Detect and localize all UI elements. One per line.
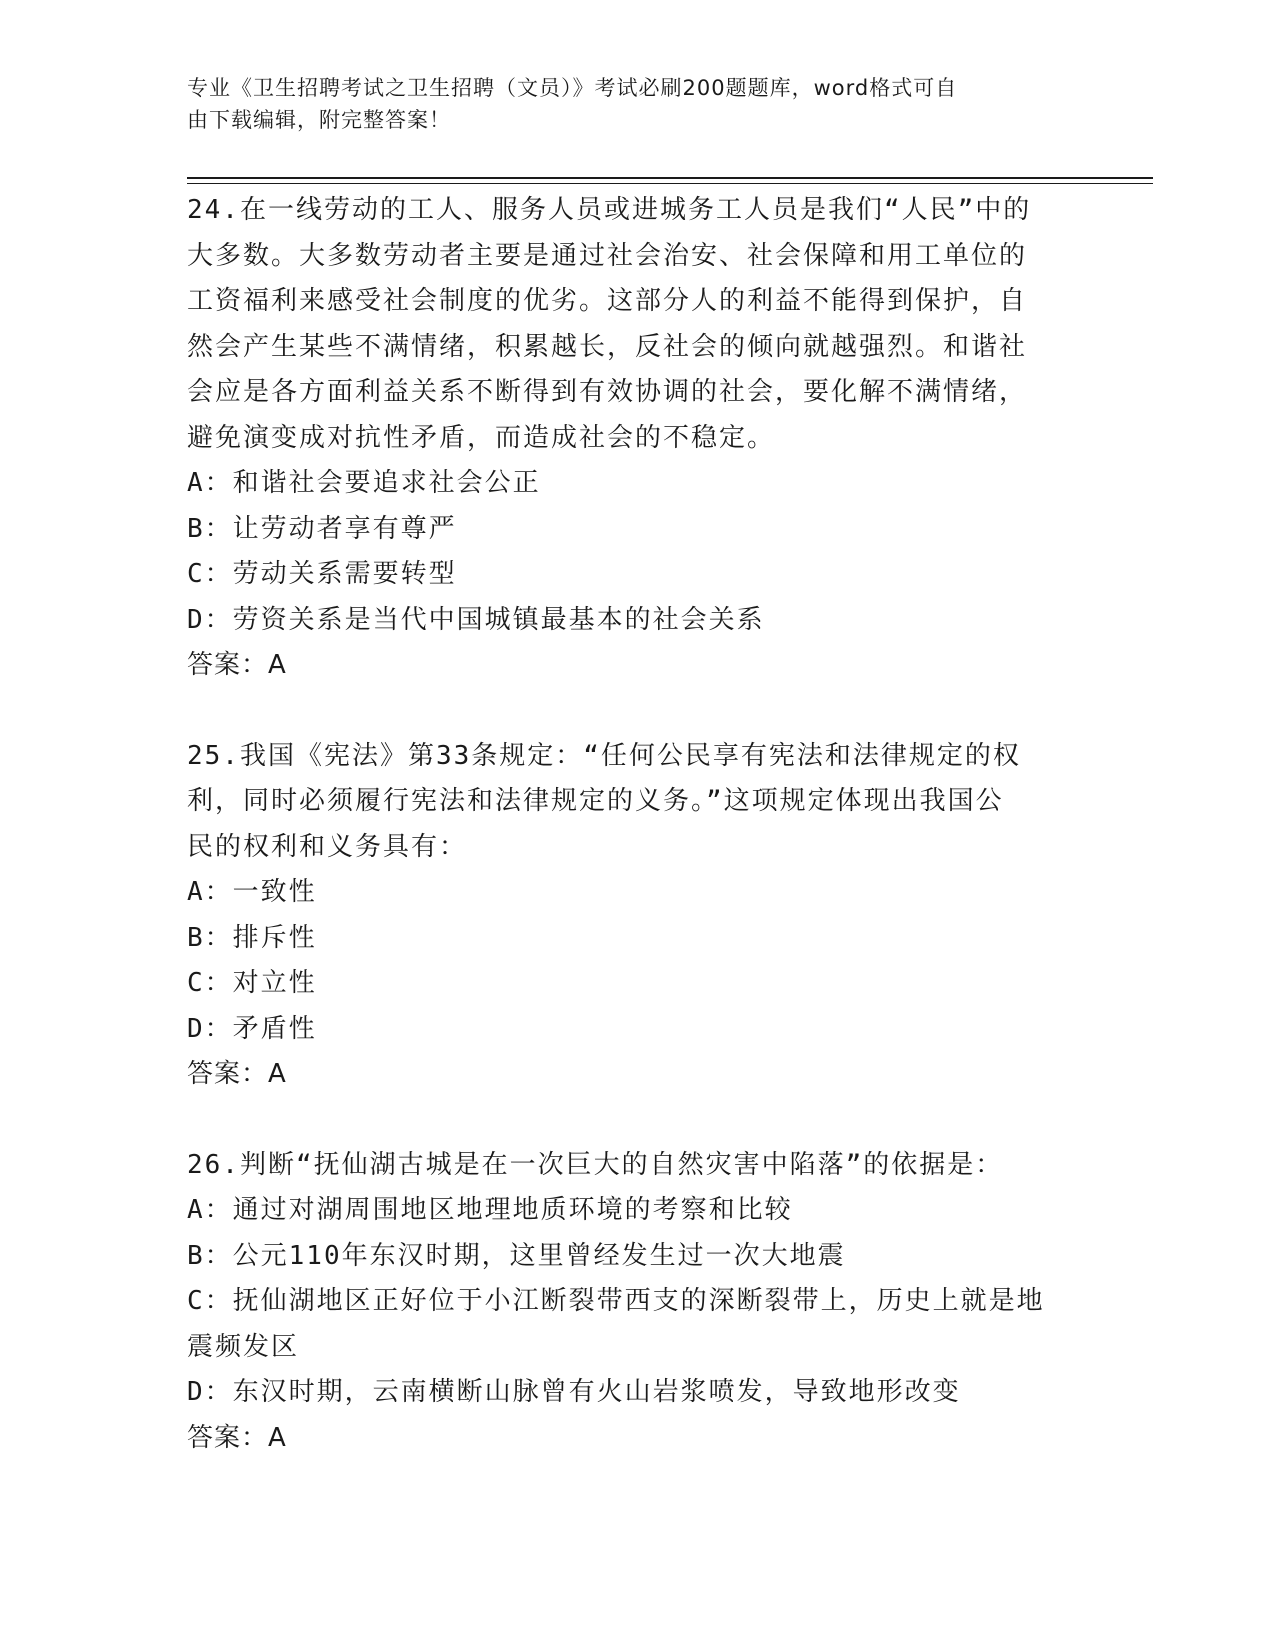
option-a: A：一致性 [187,877,317,907]
question-26 [187,1143,1087,1462]
stem-line: 25.我国《宪法》第33条规定：“任何公民享有宪法和法律规定的权 [187,740,1021,771]
header-line-2: 由下载编辑，附完整答案！ [187,108,451,132]
option-d: D：矛盾性 [187,1013,317,1044]
question-24 [187,188,1087,689]
question-stem [187,188,1067,461]
option-c: C：抚仙湖地区正好位于小江断裂带西支的深断裂带上，历史上就是地 [187,1286,1045,1316]
header-divider-thick [187,177,1153,179]
answer-label: 答案：A [187,650,287,680]
stem-line: 工资福利来感受社会制度的优劣。这部分人的利益不能得到保护，自 [187,286,1028,316]
question-spacer [187,1098,1087,1143]
stem-line: 然会产生某些不满情绪，积累越长，反社会的倾向就越强烈。和谐社 [187,331,1028,362]
answer-label: 答案：A [187,1059,287,1089]
option-b: B：排斥性 [187,922,317,953]
question-spacer [187,689,1087,734]
question-25 [187,734,1087,1098]
option-c: C：劳动关系需要转型 [187,559,457,589]
stem-line: 会应是各方面利益关系不断得到有效协调的社会，要化解不满情绪， [187,377,1028,407]
stem-line: 大多数。大多数劳动者主要是通过社会治安、社会保障和用工单位的 [187,240,1028,271]
answer-label: 答案：A [187,1422,287,1453]
question-stem [187,1143,1067,1189]
header-line-1: 专业《卫生招聘考试之卫生招聘（文员）》考试必刷200题题库，word格式可自 [187,76,958,100]
option-d: D：东汉时期，云南横断山脉曾有火山岩浆喷发，导致地形改变 [187,1377,961,1407]
stem-line: 利，同时必须履行宪法和法律规定的义务。”这项规定体现出我国公 [187,786,1004,816]
header-divider-thin [187,183,1153,184]
option-c-continued: 震频发区 [187,1331,300,1362]
stem-line: 26.判断“抚仙湖古城是在一次巨大的自然灾害中陷落”的依据是： [187,1149,1004,1180]
question-stem [187,734,1067,871]
option-a: A：和谐社会要追求社会公正 [187,468,541,498]
stem-line: 24.在一线劳动的工人、服务人员或进城务工人员是我们“人民”中的 [187,195,1032,225]
option-b: B：让劳动者享有尊严 [187,513,457,544]
option-c: C：对立性 [187,968,317,998]
question-list [187,188,1087,1461]
option-a: A：通过对湖周围地区地理地质环境的考察和比较 [187,1195,793,1225]
stem-line: 避免演变成对抗性矛盾，而造成社会的不稳定。 [187,422,776,453]
option-d: D：劳资关系是当代中国城镇最基本的社会关系 [187,604,765,635]
document-header [187,72,1067,136]
stem-line: 民的权利和义务具有： [187,831,468,862]
option-b: B：公元110年东汉时期，这里曾经发生过一次大地震 [187,1240,846,1271]
